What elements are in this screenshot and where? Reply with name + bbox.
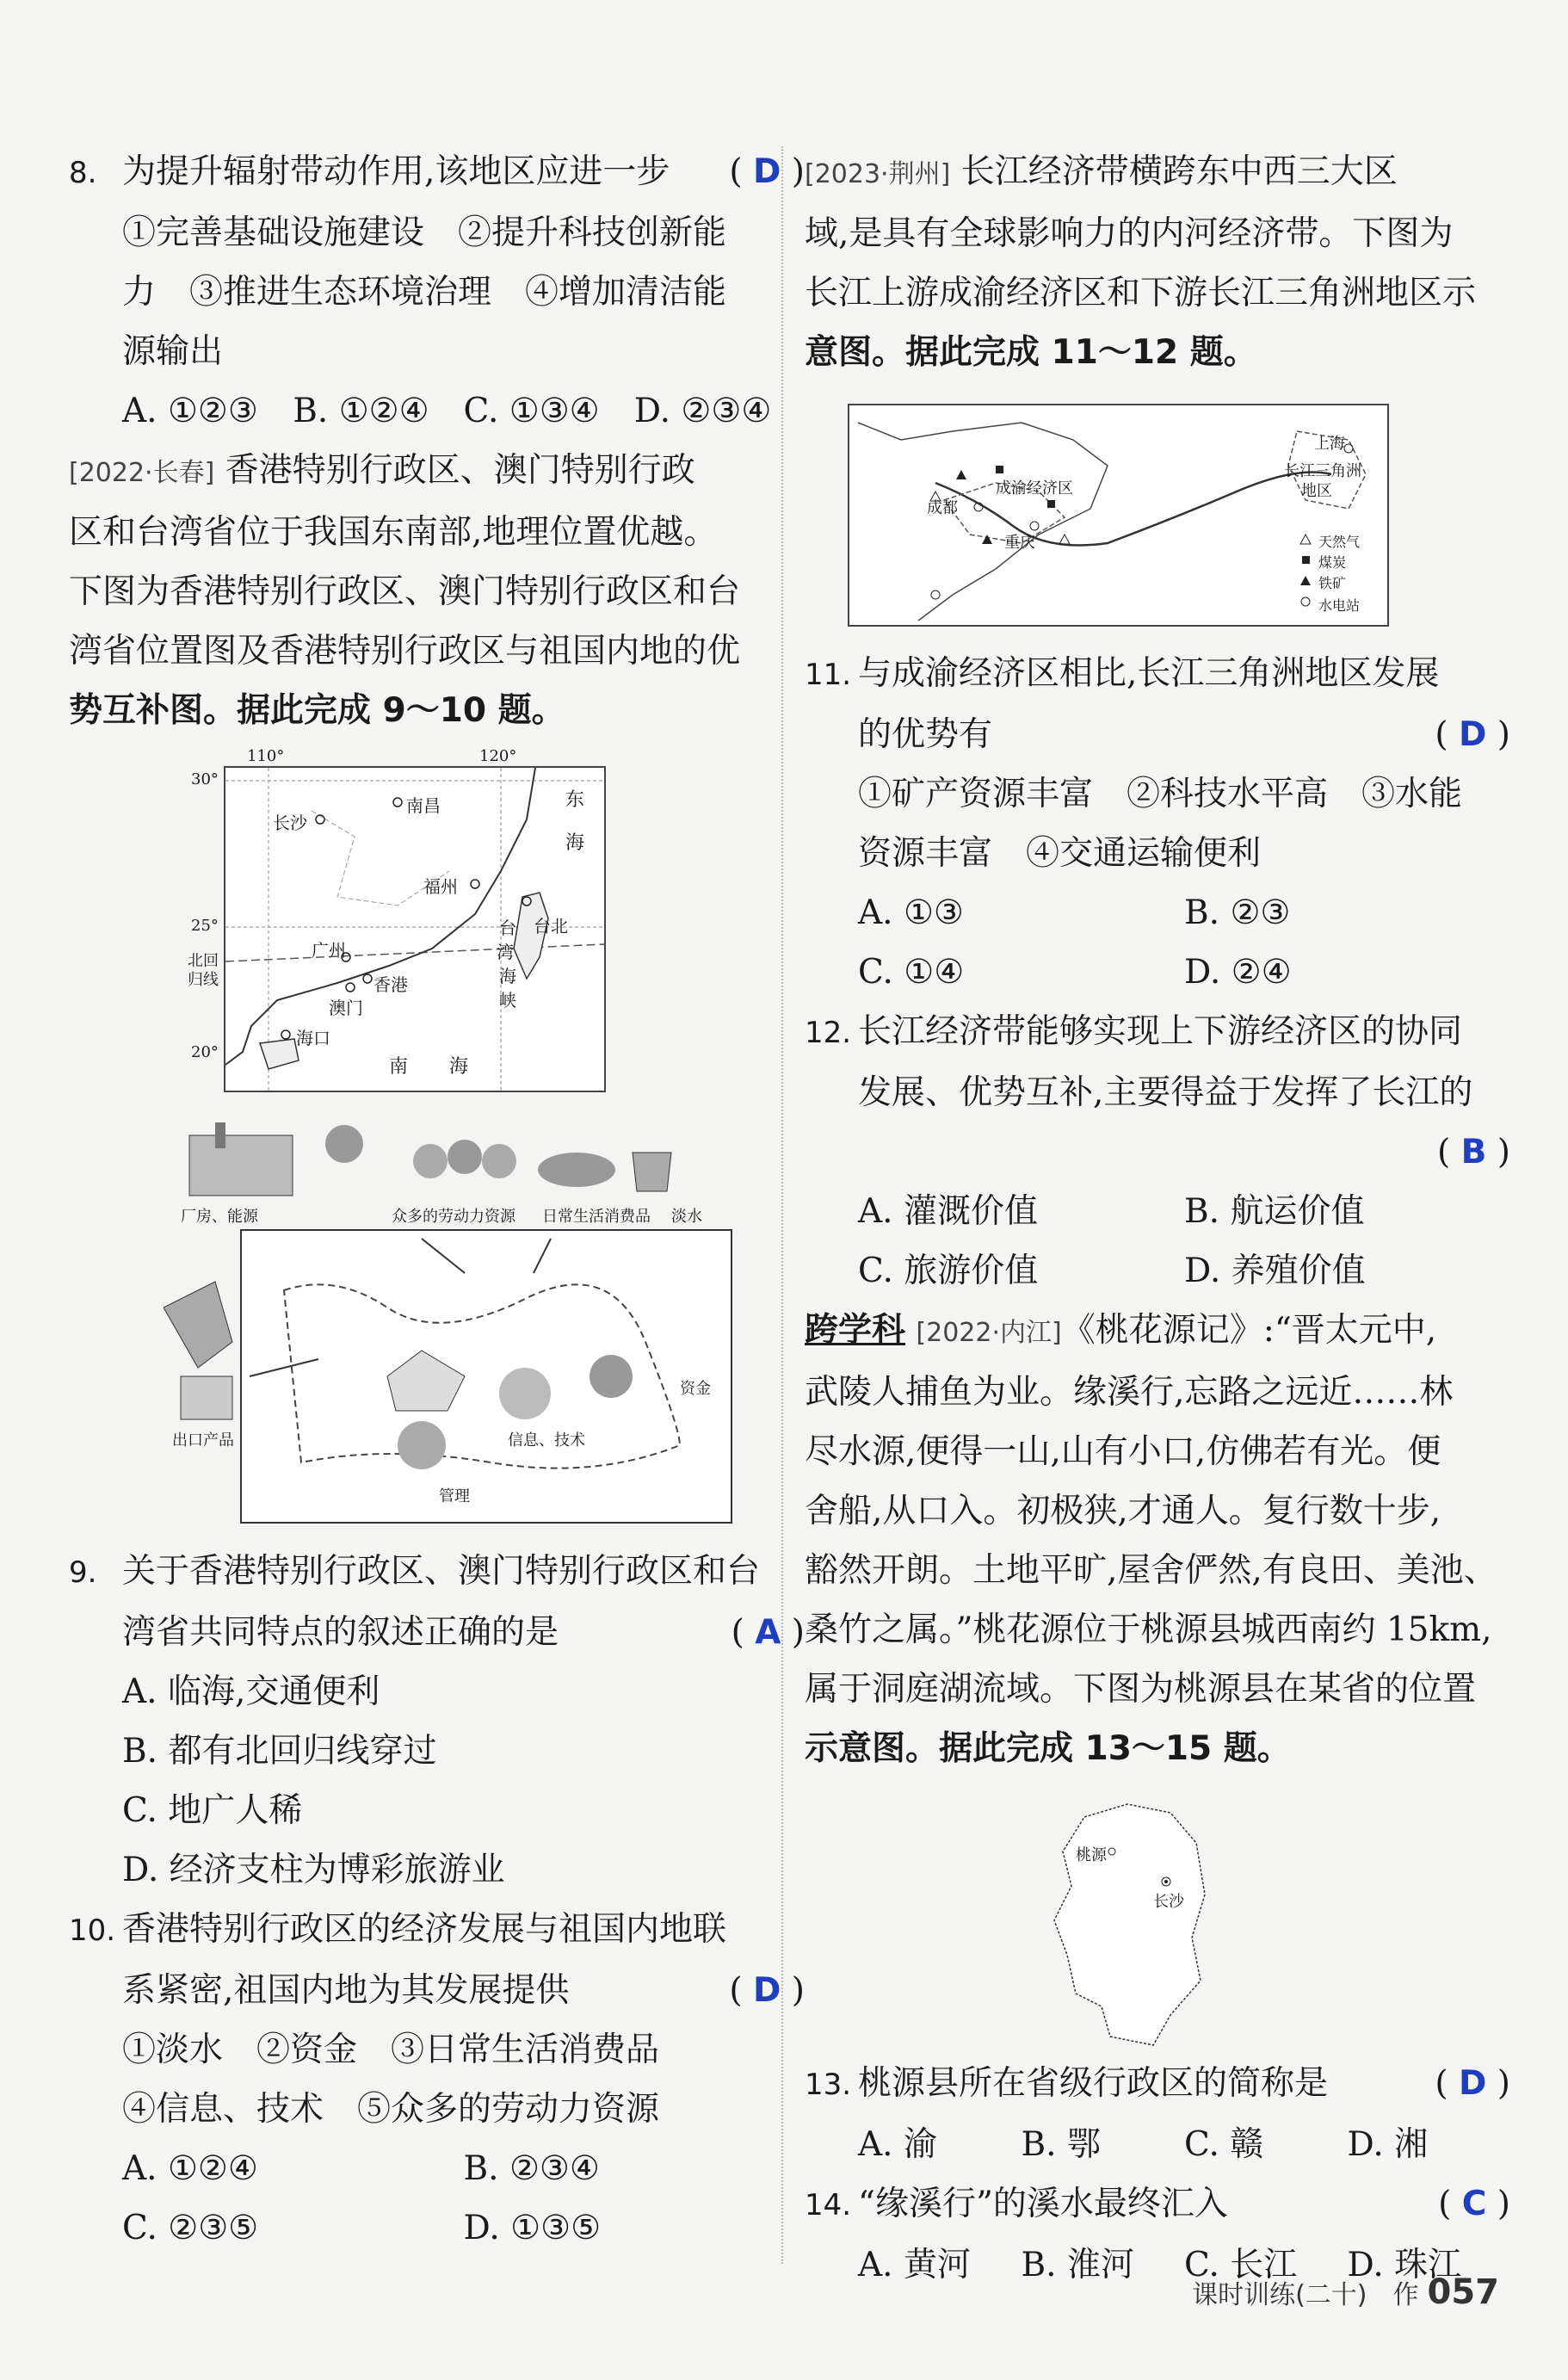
legend-coal: 煤炭 (1318, 554, 1347, 571)
map-label: 重庆 (1004, 534, 1035, 552)
passage-line: 湾省位置图及香港特别行政区与祖国内地的优 (69, 632, 741, 671)
question-8 (69, 142, 805, 441)
passage-9-10 (69, 441, 805, 740)
city-label: 香港 (373, 974, 408, 995)
sea-label: 海 (449, 1056, 469, 1078)
passage-line: 属于洞庭湖流域。下图为桃源县在某省的位置 (805, 1670, 1477, 1709)
choice-c: C. 旅游价值 (858, 1252, 1039, 1290)
passage-line: 域,是具有全球影响力的内河经济带。下图为 (805, 214, 1454, 253)
choice-row (805, 1241, 1510, 1301)
passage-line: 武陵人捕鱼为业。缘溪行,忘路之远近……林 (805, 1373, 1454, 1412)
city-label: 台北 (534, 916, 568, 937)
figure-label: 日常生活消费品 (542, 1208, 651, 1226)
answer-mark: D (1459, 715, 1487, 754)
sea-label: 海 (565, 832, 585, 854)
lat-label-25: 25° (191, 917, 219, 935)
answer-mark: D (1459, 2064, 1487, 2103)
choice-c: C. ②③⑤ (122, 2209, 259, 2247)
choice-c: C. ①③④ (463, 392, 600, 430)
complement-graphic (164, 1118, 749, 1531)
answer-mark: C (1461, 2185, 1487, 2223)
figure-label: 资金 (680, 1380, 711, 1398)
choice-row (69, 2198, 805, 2258)
answer-bracket: ( A ) (731, 1613, 805, 1652)
question-number: 10. (69, 1913, 116, 1948)
passage-line: 区和台湾省位于我国东南部,地理位置优越。 (69, 513, 718, 552)
figure-label: 信息、技术 (508, 1431, 585, 1450)
hunan-province-map (1050, 1800, 1222, 2049)
choice-d: D. ①③⑤ (463, 2209, 602, 2247)
sea-label: 湾 (497, 942, 514, 962)
sea-label: 南 (389, 1056, 409, 1078)
statement-line: 力 ③推进生态环境治理 ④增加清洁能 (122, 273, 727, 312)
lat-label-20: 20° (191, 1043, 219, 1061)
sea-label: 台 (499, 918, 516, 938)
figure-label: 厂房、能源 (181, 1208, 258, 1226)
tropic-label: 北回 (188, 952, 219, 970)
choice-b: B. 鄂 (1021, 2125, 1101, 2164)
figure-label: 众多的劳动力资源 (392, 1208, 515, 1226)
city-label: 福州 (423, 876, 458, 897)
choice-c: C. ①④ (858, 953, 965, 992)
city-label: 广州 (312, 940, 346, 961)
question-stem: 的优势有 (858, 715, 993, 754)
choice-row (805, 1182, 1510, 1241)
statement-line: 源输出 (122, 332, 224, 371)
passage-line: 势互补图。据此完成 9～10 题。 (69, 691, 565, 730)
passage-line: 桑竹之属。”桃花源位于桃源县城西南约 15km, (805, 1610, 1492, 1649)
city-label: 长沙 (273, 813, 307, 833)
legend-gas: 天然气 (1318, 534, 1361, 550)
question-stem: 系紧密,祖国内地为其发展提供 (122, 1971, 570, 2010)
city-label: 海口 (296, 1028, 330, 1048)
question-12 (805, 1002, 1510, 1301)
choice-b: B. 淮河 (1021, 2246, 1134, 2284)
choice-d: D. ②④ (1184, 953, 1292, 992)
question-number: 12. (805, 1016, 852, 1050)
question-number: 8. (69, 156, 97, 190)
choice-d: D. ②③④ (633, 392, 772, 430)
answer-mark: D (753, 1971, 781, 2010)
left-column (69, 142, 805, 2258)
yangtze-economic-map (848, 404, 1389, 627)
choice-d: D. 经济支柱为博彩旅游业 (122, 1851, 505, 1889)
choice-c: C. 赣 (1184, 2125, 1264, 2164)
city-label: 南昌 (406, 795, 441, 816)
choice-b: B. 都有北回归线穿过 (122, 1732, 437, 1771)
answer-mark: A (755, 1613, 781, 1652)
choice-row (805, 883, 1510, 943)
passage-line: 豁然开朗。土地平旷,屋舍俨然,有良田、美池、 (805, 1551, 1497, 1590)
source-tag: [2023·荆州] (805, 159, 951, 189)
southeast-china-map (188, 747, 606, 1092)
choice-a: A. ①③ (858, 893, 964, 932)
choice-row (805, 943, 1510, 1002)
answer-mark: D (753, 152, 781, 191)
figure-label: 出口产品 (172, 1431, 234, 1450)
map-label: 桃源 (1076, 1846, 1107, 1864)
question-stem: 香港特别行政区的经济发展与祖国内地联 (122, 1910, 727, 1949)
question-number: 14. (805, 2188, 852, 2222)
map-label: 长江三角洲 (1284, 462, 1361, 480)
passage-line: 尽水源,便得一山,山有小口,仿佛若有光。便 (805, 1432, 1441, 1471)
choice-b: B. ①②④ (293, 392, 429, 430)
choice-d: D. 珠江 (1347, 2246, 1462, 2284)
sea-label: 东 (565, 789, 585, 811)
question-stem: “缘溪行”的溪水最终汇入 (858, 2185, 1228, 2223)
question-stem: 关于香港特别行政区、澳门特别行政区和台 (122, 1552, 761, 1591)
lon-label-120: 120° (479, 747, 517, 765)
page-number: 057 (1427, 2272, 1499, 2312)
figure-label: 淡水 (671, 1208, 702, 1226)
statement-line: ①完善基础设施建设 ②提升科技创新能 (122, 213, 727, 252)
question-9 (69, 1542, 805, 1900)
question-stem: 桃源县所在省级行政区的简称是 (858, 2064, 1329, 2103)
passage-line: 意图。据此完成 11～12 题。 (805, 333, 1257, 372)
lat-label-30: 30° (191, 770, 219, 788)
map-label: 成都 (927, 499, 958, 517)
source-tag: [2022·内江] (916, 1318, 1062, 1348)
passage-line: 下图为香港特别行政区、澳门特别行政区和台 (69, 572, 741, 611)
choice-a: A. 黄河 (858, 2246, 971, 2284)
answer-bracket: ( C ) (1438, 2185, 1510, 2223)
answer-bracket: ( B ) (1437, 1133, 1510, 1171)
map-label: 上海 (1314, 435, 1345, 453)
page-footer (1192, 2272, 1499, 2312)
city-label: 澳门 (329, 998, 363, 1018)
choice-b: B. ②③④ (463, 2149, 600, 2188)
answer-mark: B (1460, 1133, 1487, 1171)
question-13 (805, 2054, 1510, 2174)
sea-label: 海 (499, 966, 516, 986)
question-stem: 长江经济带能够实现上下游经济区的协同 (858, 1012, 1463, 1051)
choice-a: A. ①②③ (122, 392, 258, 430)
map-label: 成渝经济区 (996, 479, 1073, 498)
answer-bracket: ( D ) (1435, 715, 1510, 754)
sea-label: 峡 (499, 990, 516, 1011)
complement-figure (164, 1118, 749, 1531)
choice-row (805, 2115, 1510, 2174)
choice-c: C. 长江 (1184, 2246, 1298, 2284)
choice-row (69, 381, 805, 441)
statement-line: ①矿产资源丰富 ②科技水平高 ③水能 (858, 775, 1463, 813)
map-graphic (1050, 1800, 1222, 2049)
question-number: 11. (805, 658, 852, 692)
choice-a: A. 临海,交通便利 (122, 1672, 380, 1711)
passage-line: 长江经济带横跨东中西三大区 (960, 152, 1398, 191)
passage-line: 香港特别行政区、澳门特别行政 (225, 451, 695, 490)
question-number: 13. (805, 2068, 852, 2102)
passage-line: 示意图。据此完成 13～15 题。 (805, 1729, 1291, 1768)
answer-bracket: ( D ) (729, 1971, 805, 2010)
answer-bracket: ( D ) (729, 152, 805, 191)
map-label: 长沙 (1153, 1893, 1184, 1911)
lon-label-110: 110° (247, 747, 285, 765)
passage-13-15 (805, 1301, 1510, 1778)
legend-hydro: 水电站 (1318, 597, 1361, 614)
statement-line: ①淡水 ②资金 ③日常生活消费品 (122, 2031, 660, 2069)
cross-subject-tag: 跨学科 (805, 1311, 906, 1350)
choice-a: A. 灌溉价值 (858, 1192, 1038, 1231)
question-stem: 与成渝经济区相比,长江三角洲地区发展 (858, 654, 1440, 693)
choice-d: D. 养殖价值 (1184, 1252, 1366, 1290)
question-stem: 发展、优势互补,主要得益于发挥了长江的 (858, 1073, 1473, 1112)
footer-text: 课时训练(二十) 作 (1192, 2280, 1419, 2310)
answer-bracket: ( D ) (1435, 2064, 1510, 2103)
passage-11-12 (805, 142, 1510, 382)
question-number: 9. (69, 1555, 97, 1590)
source-tag: [2022·长春] (69, 458, 215, 488)
choice-row (69, 2139, 805, 2198)
passage-line: 《桃花源记》:“晋太元中, (1061, 1311, 1437, 1350)
passage-line: 长江上游成渝经济区和下游长江三角洲地区示 (805, 274, 1477, 312)
choice-d: D. 湘 (1347, 2125, 1429, 2164)
tropic-label: 归线 (188, 971, 219, 989)
choice-b: B. 航运价值 (1184, 1192, 1365, 1231)
map-label: 地区 (1301, 482, 1332, 500)
question-11 (805, 644, 1510, 1002)
statement-line: ④信息、技术 ⑤众多的劳动力资源 (122, 2090, 660, 2129)
choice-c: C. 地广人稀 (122, 1791, 303, 1830)
passage-line: 舍船,从口入。初极狭,才通人。复行数十步, (805, 1492, 1441, 1530)
legend-iron: 铁矿 (1318, 575, 1347, 591)
choice-a: A. ①②④ (122, 2149, 258, 2188)
right-column (805, 142, 1510, 2295)
choice-a: A. 渝 (858, 2125, 937, 2164)
question-stem: 为提升辐射带动作用,该地区应进一步 (122, 152, 670, 191)
statement-line: 资源丰富 ④交通运输便利 (858, 834, 1262, 873)
question-stem: 湾省共同特点的叙述正确的是 (122, 1613, 559, 1652)
choice-b: B. ②③ (1184, 893, 1291, 932)
figure-label: 管理 (439, 1487, 470, 1505)
question-10 (69, 1900, 805, 2258)
